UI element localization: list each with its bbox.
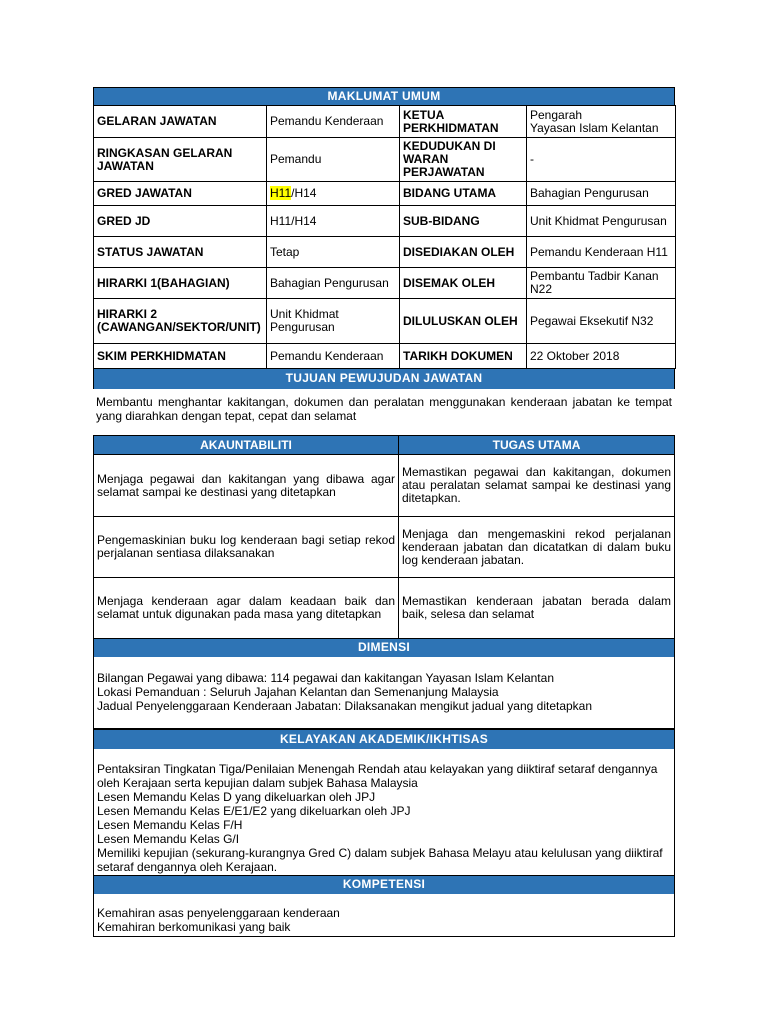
kelayakan-line: Lesen Memandu Kelas E/E1/E2 yang dikeluarkan oleh JPJ — [97, 804, 411, 818]
table-row — [94, 138, 676, 182]
list-item — [93, 517, 675, 578]
dimensi-box — [93, 657, 675, 729]
kelayakan-box — [93, 749, 675, 876]
skim-perkhidmatan-label: SKIM PERKHIDMATAN — [94, 344, 267, 369]
gred-jawatan-label: GRED JAWATAN — [94, 182, 267, 206]
tujuan-header: TUJUAN PEWUJUDAN JAWATAN — [93, 369, 675, 389]
sub-bidang-label: SUB-BIDANG — [400, 206, 527, 237]
table-row — [94, 268, 676, 299]
akauntabiliti-cell — [93, 455, 399, 517]
kedudukan-waran-label: KEDUDUKAN DI WARAN PERJAWATAN — [400, 138, 527, 182]
table-row — [94, 344, 676, 369]
highlighted-grade: H11 — [270, 186, 292, 200]
kelayakan-line: Pentaksiran Tingkatan Tiga/Penilaian Menengah Rendah atau kelayakan yang diiktiraf setaraf dengannya oleh Kerajaan serta kepujian dalam subjek Bahasa Malaysia — [97, 762, 658, 790]
table-row — [94, 106, 676, 138]
tugas-utama-text: Menjaga dan mengemaskini rekod perjalanan kenderaan jabatan dan dicatatkan di dalam buku log kenderaan jabatan. — [402, 526, 671, 567]
disediakan-oleh-value: Pemandu Kenderaan H11 — [527, 237, 676, 268]
dimensi-line: Lokasi Pemanduan : Seluruh Jajahan Kelantan dan Semenanjung Malaysia — [97, 685, 499, 699]
akauntabiliti-text: Menjaga kenderaan agar dalam keadaan baik dan selamat untuk digunakan pada masa yang ditetapkan — [97, 594, 395, 621]
status-jawatan-value: Tetap — [267, 237, 400, 268]
hirarki-2-value: Unit Khidmat Pengurusan — [267, 299, 400, 344]
akauntabiliti-cell — [93, 578, 399, 639]
status-jawatan-label: STATUS JAWATAN — [94, 237, 267, 268]
tugas-utama-header: TUGAS UTAMA — [399, 435, 675, 455]
list-item — [93, 578, 675, 639]
kelayakan-line: Lesen Memandu Kelas D yang dikeluarkan oleh JPJ — [97, 790, 376, 804]
hirarki-1-label: HIRARKI 1(BAHAGIAN) — [94, 268, 267, 299]
akauntabiliti-header: AKAUNTABILITI — [93, 435, 399, 455]
kompetensi-box — [93, 894, 675, 937]
disemak-oleh-label: DISEMAK OLEH — [400, 268, 527, 299]
dimensi-header: DIMENSI — [93, 639, 675, 657]
tujuan-text: Membantu menghantar kakitangan, dokumen dan peralatan menggunakan kenderaan jabatan ke tempat yang diarahkan dengan tepat, cepat dan selamat — [96, 395, 672, 423]
table-row — [94, 299, 676, 344]
tugas-utama-cell — [399, 578, 675, 639]
disediakan-oleh-label: DISEDIAKAN OLEH — [400, 237, 527, 268]
gred-jd-value: H11/H14 — [267, 206, 400, 237]
diluluskan-oleh-label: DILULUSKAN OLEH — [400, 299, 527, 344]
kompetensi-line: Kemahiran asas penyelenggaraan kenderaan — [97, 906, 340, 920]
kelayakan-line: Lesen Memandu Kelas G/I — [97, 832, 240, 846]
grade-rest: /H14 — [291, 186, 317, 200]
gred-jawatan-value — [267, 182, 400, 206]
diluluskan-oleh-value: Pegawai Eksekutif N32 — [527, 299, 676, 344]
table-row — [94, 206, 676, 237]
kelayakan-header: KELAYAKAN AKADEMIK/IKHTISAS — [93, 729, 675, 749]
gelaran-jawatan-value: Pemandu Kenderaan — [267, 106, 400, 138]
job-description-document — [93, 87, 675, 937]
gelaran-jawatan-label: GELARAN JAWATAN — [94, 106, 267, 138]
ketua-perkhidmatan-value: Pengarah Yayasan Islam Kelantan — [527, 106, 676, 138]
sub-bidang-value: Unit Khidmat Pengurusan — [527, 206, 676, 237]
akauntabiliti-text: Menjaga pegawai dan kakitangan yang dibawa agar selamat sampai ke destinasi yang ditetapkan — [97, 471, 395, 499]
skim-perkhidmatan-value: Pemandu Kenderaan — [267, 344, 400, 369]
kelayakan-line: Memiliki kepujian (sekurang-kurangnya Gred C) dalam subjek Bahasa Melayu atau kelulusan yang diiktiraf setaraf dengannya oleh Kerajaan. — [97, 846, 663, 874]
ringkasan-gelaran-value: Pemandu — [267, 138, 400, 182]
bidang-utama-label: BIDANG UTAMA — [400, 182, 527, 206]
akauntabiliti-text: Pengemaskinian buku log kenderaan bagi setiap rekod perjalanan sentiasa dilaksanakan — [97, 533, 395, 560]
table-row — [94, 237, 676, 268]
tugas-utama-text: Memastikan pegawai dan kakitangan, dokumen atau peralatan selamat sampai ke destinasi yang ditetapkan. — [402, 465, 671, 505]
tugas-utama-cell — [399, 455, 675, 517]
ketua-perkhidmatan-label: KETUA PERKHIDMATAN — [400, 106, 527, 138]
tugas-utama-cell — [399, 517, 675, 578]
maklumat-umum-table — [93, 105, 676, 369]
ringkasan-gelaran-label: RINGKASAN GELARAN JAWATAN — [94, 138, 267, 182]
bidang-utama-value: Bahagian Pengurusan — [527, 182, 676, 206]
dimensi-line: Jadual Penyelenggaraan Kenderaan Jabatan: Dilaksanakan mengikut jadual yang ditetapkan — [97, 699, 593, 713]
maklumat-umum-header: MAKLUMAT UMUM — [93, 87, 675, 105]
akauntabiliti-header-row — [93, 435, 675, 455]
akauntabiliti-cell — [93, 517, 399, 578]
hirarki-2-label: HIRARKI 2 (CAWANGAN/SEKTOR/UNIT) — [94, 299, 267, 344]
table-row — [94, 182, 676, 206]
hirarki-1-value: Bahagian Pengurusan — [267, 268, 400, 299]
tarikh-dokumen-value: 22 Oktober 2018 — [527, 344, 676, 369]
dimensi-line: Bilangan Pegawai yang dibawa: 114 pegawai dan kakitangan Yayasan Islam Kelantan — [97, 671, 554, 685]
tugas-utama-text: Memastikan kenderaan jabatan berada dalam baik, selesa dan selamat — [402, 594, 671, 621]
kelayakan-line: Lesen Memandu Kelas F/H — [97, 818, 243, 832]
list-item — [93, 455, 675, 517]
gred-jd-label: GRED JD — [94, 206, 267, 237]
kompetensi-line: Kemahiran berkomunikasi yang baik — [97, 920, 291, 934]
disemak-oleh-value: Pembantu Tadbir Kanan N22 — [527, 268, 676, 299]
kompetensi-header: KOMPETENSI — [93, 876, 675, 894]
tarikh-dokumen-label: TARIKH DOKUMEN — [400, 344, 527, 369]
kedudukan-waran-value: - — [527, 138, 676, 182]
